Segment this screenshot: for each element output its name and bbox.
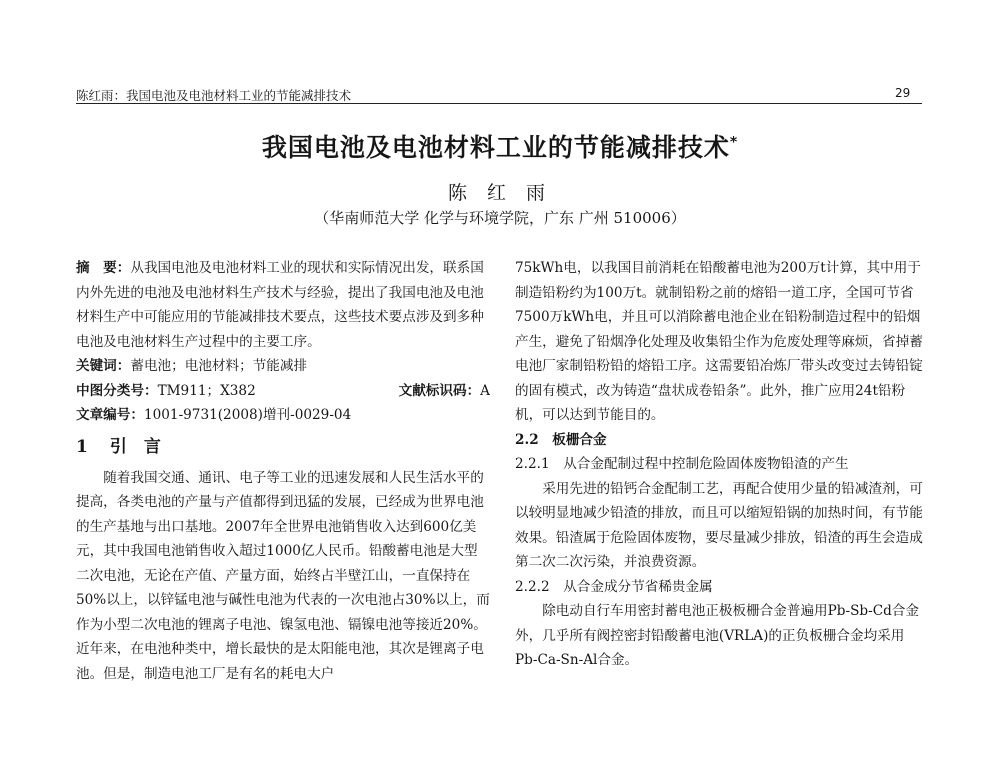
- section-2-2-2-paragraph: 除电动自行车用密封蓄电池正极板栅合金普遍用Pb-Sb-Cd合金外，几乎所有阀控密封铅酸蓄电池(VRLA)的正负板栅合金均采用Pb-Ca-Sn-Al合金。: [515, 603, 919, 668]
- article-number-label: 文章编号：: [76, 407, 144, 423]
- section-2-2-1-paragraph: 采用先进的铅钙合金配制工艺，再配合使用少量的铅减渣剂，可以较明显地减少铅渣的排放，而且可以缩短铅锅的加热时间，有节能效果。铅渣属于危险固体废物，要尽量减少排放，铅渣的再生会造成第二次二次污染，并浪费资源。: [515, 480, 923, 570]
- doc-code-group: [399, 379, 490, 404]
- article-number-line: [76, 403, 490, 428]
- clc-group: [76, 379, 256, 404]
- section-2-2-1-number: 2.2.1: [515, 456, 550, 472]
- article-title: [0, 128, 1000, 164]
- abstract-text: 从我国电池及电池材料工业的现状和实际情况出发，联系国内外先进的电池及电池材料生产技术与经验，提出了我国电池及电池材料生产中可能应用的节能减排技术要点，这些技术要点涉及到多种电池及电池材料生产过程中的主要工序。: [76, 260, 484, 350]
- continued-paragraph: 75kWh电，以我国目前消耗在铅酸蓄电池为200万t计算，其中用于制造铅粉约为100万t。就制铅粉之前的熔铅一道工序，全国可节省7500万kWh电，并且可以消除蓄电池企业在铅粉制造过程中的铅烟产生，避免了铅烟净化处理及收集铅尘作为危废处理等麻烦，省掉蓄电池厂家制铅粉铅的熔铅工序。这需要铅冶炼厂带头改变过去铸铅锭的固有模式，改为铸造“盘状成卷铅条”。此外，推广应用24t铅粉机，可以达到节能目的。: [515, 260, 923, 423]
- article-title-text: 我国电池及电池材料工业的节能减排技术: [261, 133, 730, 162]
- abstract: [76, 256, 490, 354]
- abstract-label: 摘 要：: [76, 260, 131, 276]
- section-2-2-2-number: 2.2.2: [515, 578, 550, 595]
- running-head-title: 陈红雨：我国电池及电池材料工业的节能减排技术: [76, 88, 352, 103]
- header-rule: [76, 103, 922, 104]
- doc-code-label: 文献标识码：: [398, 382, 481, 399]
- left-column: [76, 256, 490, 686]
- author: 陈 红 雨: [447, 182, 553, 204]
- section-1-title: 引 言: [109, 436, 161, 457]
- section-2-2-number: 2.2: [515, 431, 539, 448]
- keywords-text: 蓄电池；电池材料；节能减排: [130, 358, 308, 374]
- affiliation: （华南师范大学 化学与环境学院，广东 广州 510006）: [314, 209, 686, 227]
- page-number: 29: [895, 86, 911, 100]
- section-1-heading: [76, 434, 490, 460]
- section-1-paragraph: 随着我国交通、通讯、电子等工业的迅速发展和人民生活水平的提高，各类电池的产量与产值都得到迅猛的发展，已经成为世界电池的生产基地与出口基地。2007年全世界电池销售收入达到600亿美元，其中我国电池销售收入超过1000亿人民币。铅酸蓄电池是大型二次电池，无论在产值、产量方面，始终占半壁江山，一直保持在50%以上，以锌锰电池与碱性电池为代表的一次电池占30%以上，而作为小型二次电池的锂离子电池、镍氢电池、镉镍电池等接近20%。近年来，在电池种类中，增长最快的是太阳能电池，其次是锂离子电池。但是，制造电池工厂是有名的耗电大户: [76, 469, 490, 682]
- section-2-2-1-heading: [515, 452, 925, 477]
- keywords-label: 关键词：: [76, 358, 131, 374]
- section-2-2-title: 板栅合金: [552, 431, 607, 448]
- section-2-2-heading: [515, 428, 925, 453]
- section-2-2-2-heading: [515, 575, 925, 600]
- keywords: [76, 354, 490, 379]
- clc-label: 中图分类号：: [76, 382, 158, 399]
- clc-line: [76, 379, 490, 404]
- section-2-2-1-title: 从合金配制过程中控制危险固体废物铅渣的产生: [563, 456, 849, 472]
- article-number-value: 1001-9731(2008)增刊-0029-04: [143, 407, 352, 423]
- doc-code-value: A: [480, 382, 490, 399]
- title-footnote-mark: *: [729, 134, 739, 151]
- section-2-2-2-title: 从合金成分节省稀贵金属: [563, 578, 713, 595]
- clc-value: TM911；X382: [157, 382, 256, 399]
- section-1-number: 1: [76, 436, 88, 457]
- right-column: [515, 256, 925, 673]
